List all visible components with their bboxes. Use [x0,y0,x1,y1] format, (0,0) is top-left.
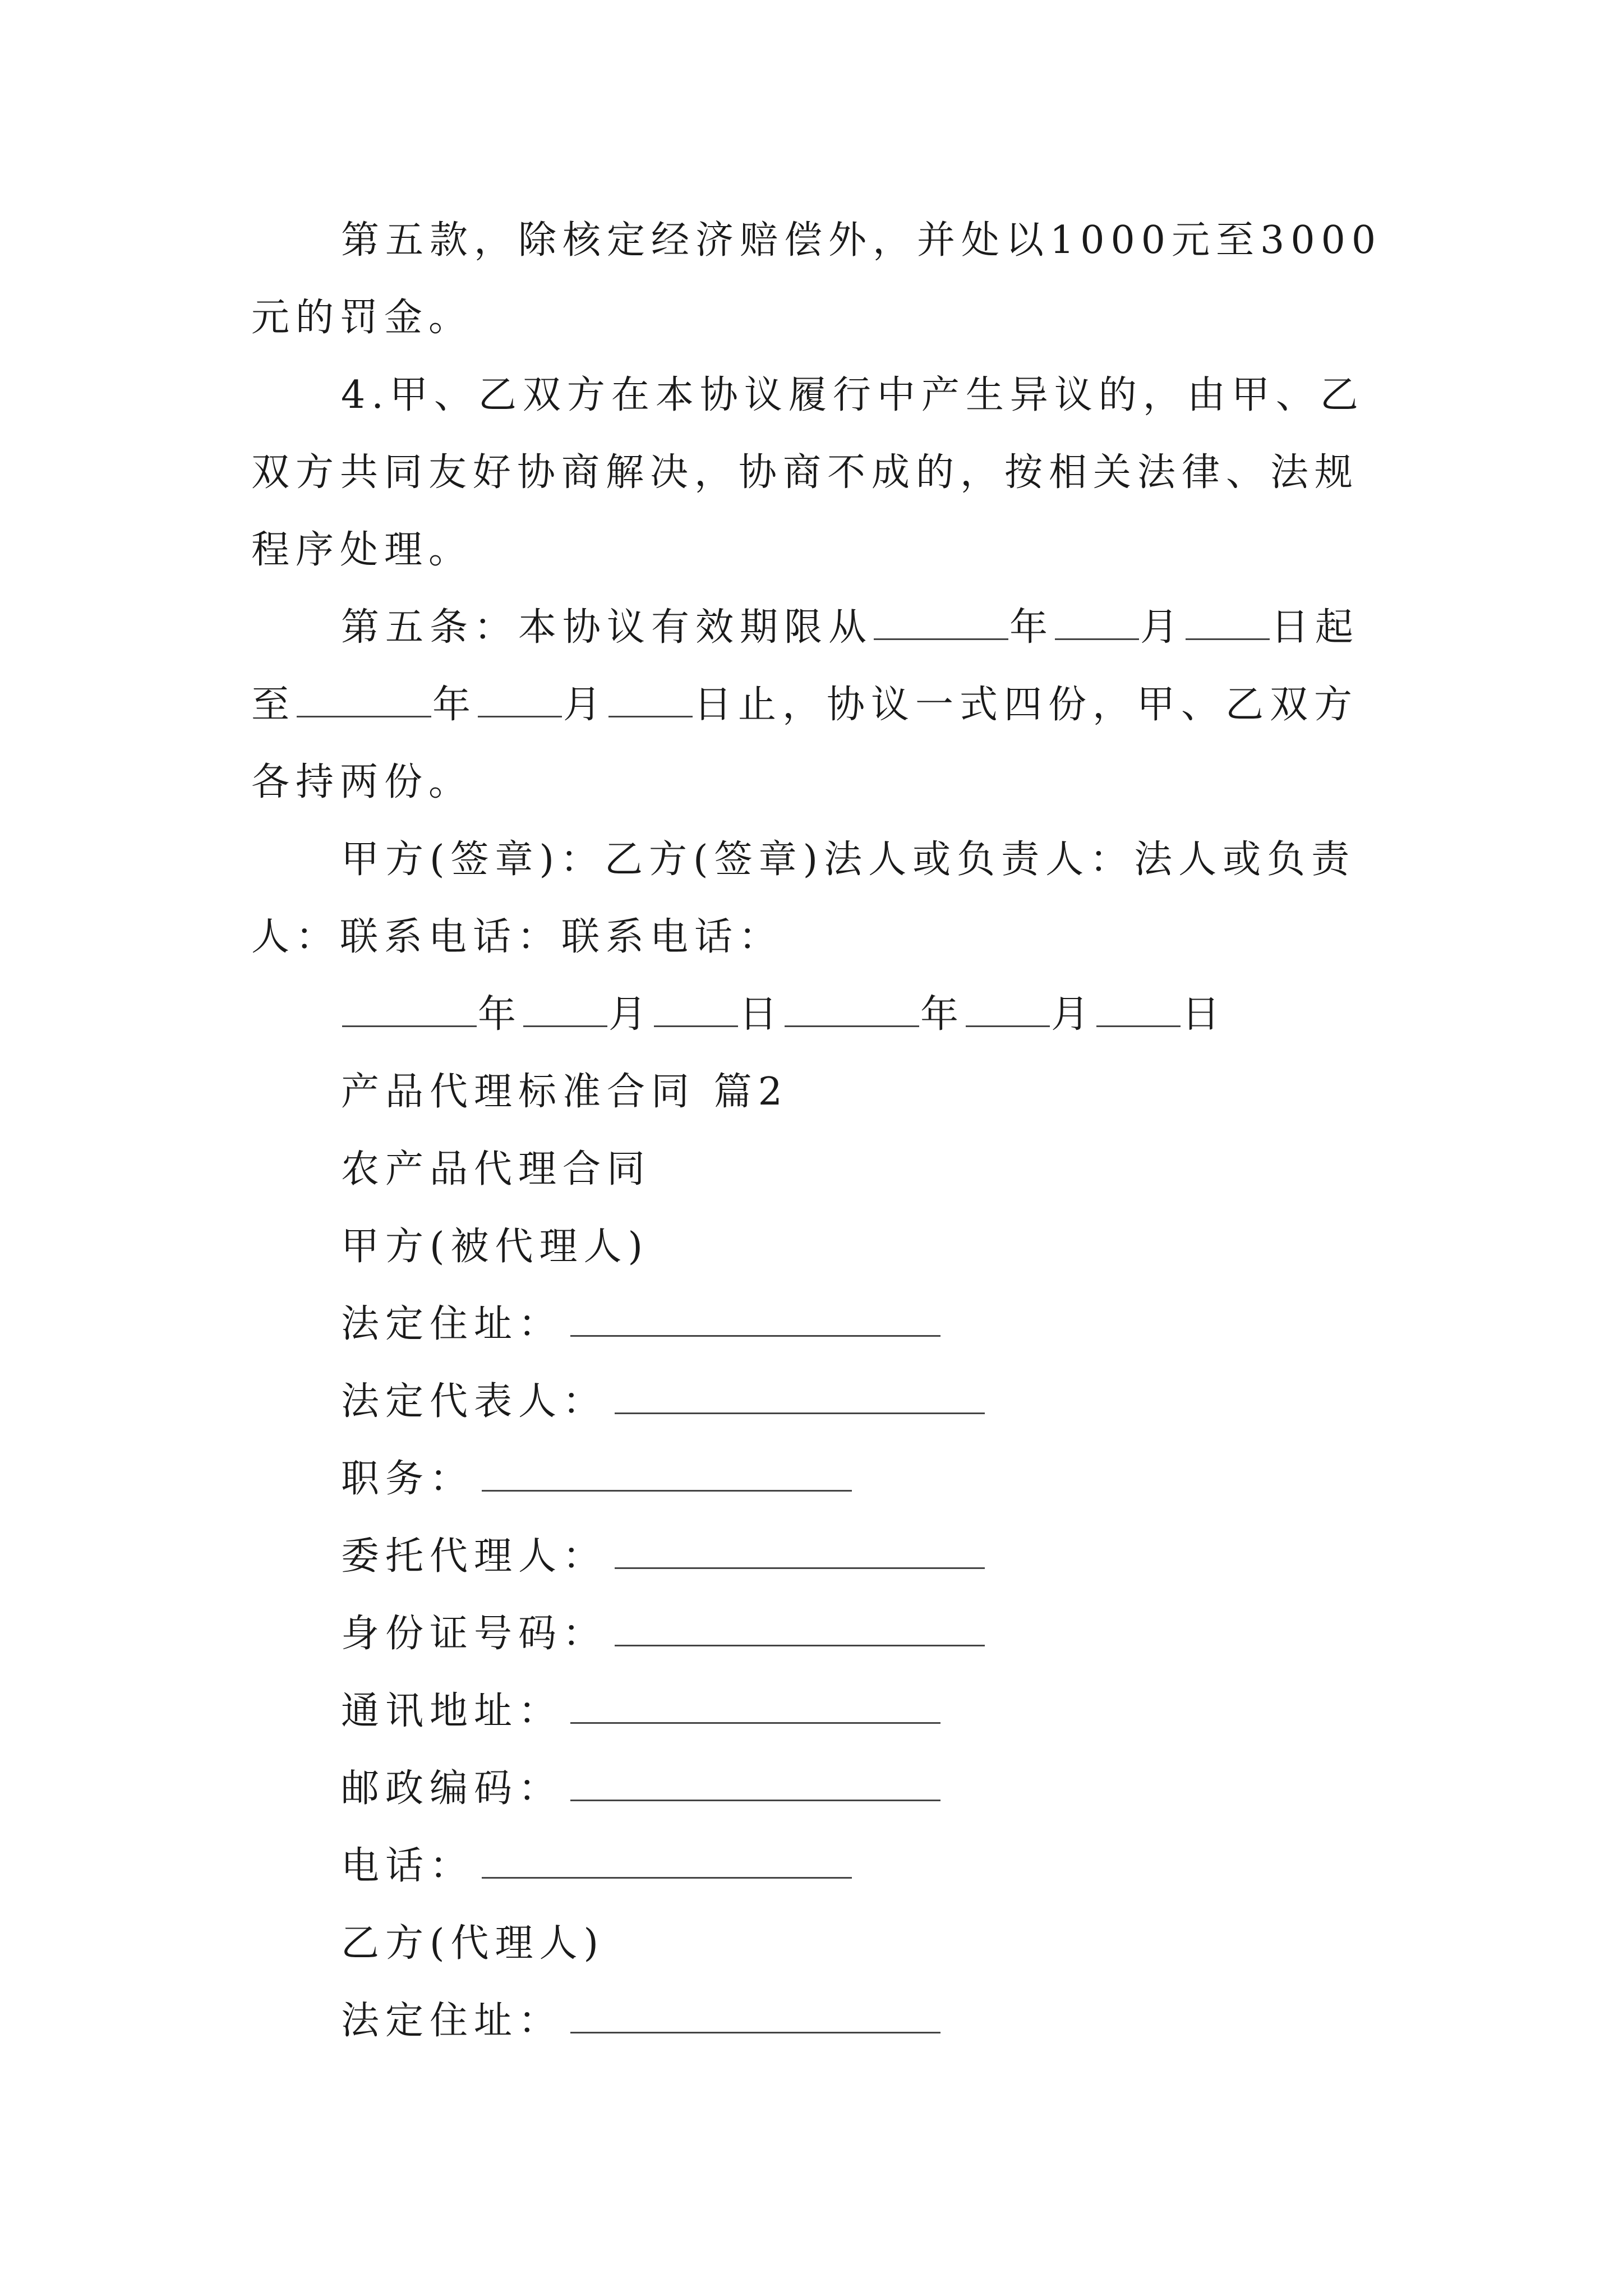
party-b-heading: 乙方(代理人) [341,1921,605,1966]
year-label: 年 [1009,605,1054,650]
field-postal-code [341,1750,1390,1828]
blank-field [482,1454,852,1492]
blank-month [966,990,1050,1027]
blank-end-day [608,680,693,717]
clause-paragraph-dispute: 4.甲、乙双方在本协议履行中产生异议的，由甲、乙双方共同友好协商解决，协商不成的，按相关法律、法规程序处理。 [251,373,1364,572]
blank-field [615,1377,985,1414]
day-end-label: 日止，协议一式四份，甲、乙双方各持两份。 [251,683,1359,804]
date-month-label: 月 [608,992,653,1037]
date-month-label: 月 [1051,992,1096,1037]
blank-start-year [874,602,1008,640]
blank-field [570,1686,940,1724]
year-label: 年 [432,683,477,727]
blank-year [342,990,477,1027]
field-label: 委托代理人： [341,1534,607,1579]
field-label: 电话： [341,1844,474,1888]
blank-field [615,1531,985,1569]
blank-field [482,1841,852,1879]
blank-day [654,990,738,1027]
term-text: 第五条：本协议有效期限从 [341,605,873,650]
field-mailing-address [341,1673,1390,1750]
field-label: 法定代表人： [341,1379,607,1424]
field-label: 身份证号码： [341,1612,607,1656]
blank-end-year [297,680,431,717]
field-legal-address [341,1286,1390,1363]
blank-field [570,1299,940,1337]
field-authorized-agent [341,1518,1390,1595]
field-label: 职务： [341,1457,474,1501]
field-label: 通讯地址： [341,1689,563,1733]
blank-field [615,1609,985,1646]
clause-paragraph-term [251,589,1390,821]
date-day-label: 日 [1182,992,1227,1037]
blank-field [570,1764,940,1801]
day-start-label: 日起至 [251,605,1360,727]
field-label: 法定住址： [341,1302,563,1346]
blank-end-month [478,680,562,717]
field-label: 邮政编码： [341,1766,563,1811]
blank-field [570,1996,940,2033]
blank-start-month [1055,602,1139,640]
signature-paragraph: 甲方(签章)：乙方(签章)法人或负责人：法人或负责人：联系电话：联系电话： [251,838,1356,959]
blank-month [523,990,607,1027]
signature-date-line [341,976,1390,1053]
field-legal-address-b [341,1982,1390,2060]
field-id-number [341,1595,1390,1673]
date-year-label: 年 [920,992,965,1037]
date-year-label: 年 [478,992,523,1037]
blank-year [785,990,919,1027]
clause-paragraph-penalty: 第五款，除核定经济赔偿外，并处以1000元至3000元的罚金。 [251,218,1382,340]
section-heading: 产品代理标准合同 篇2 [341,1070,789,1114]
field-phone [341,1828,1390,1905]
month-label: 月 [563,683,608,727]
field-label: 法定住址： [341,1999,563,2043]
blank-day [1096,990,1181,1027]
field-position [341,1441,1390,1518]
field-legal-representative [341,1363,1390,1441]
contract-title: 农产品代理合同 [341,1147,652,1191]
month-label: 月 [1140,605,1185,650]
party-a-heading: 甲方(被代理人) [341,1225,649,1269]
document-page [251,202,1390,2060]
blank-start-day [1186,602,1270,640]
date-day-label: 日 [739,992,784,1037]
